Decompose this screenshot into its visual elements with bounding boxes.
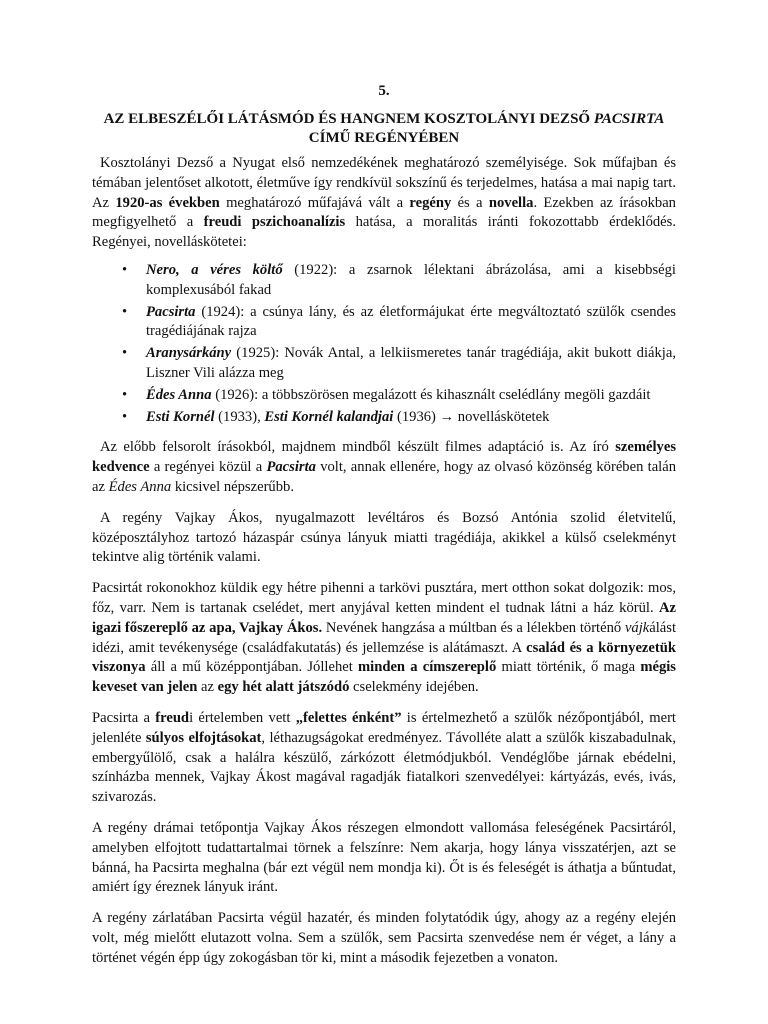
- paragraph-plot: A regény Vajkay Ákos, nyugalmazott levéltáros és Bozsó Antónia szolid életvitelű, középosztályhoz tartozó házaspár csúnya lányuk miatti tragédiája, akikkel a külső cselekményt tekintve alig történik valami.: [92, 509, 676, 566]
- bold-text: minden a címszereplő: [358, 659, 497, 676]
- work-title: Pacsirta: [146, 303, 196, 320]
- text: is értelmezhető a szülők nézőpontjából, mert jelenléte: [92, 709, 676, 746]
- text: (1936) → novelláskötetek: [393, 408, 550, 425]
- text: (1924): a csúnya lány, és az életformájukat érte megváltoztató szülők csendes tragédiájának rajza: [146, 303, 676, 340]
- work-title: Esti Kornél: [146, 408, 215, 425]
- text: (1933),: [214, 408, 265, 425]
- bullet: •: [122, 386, 128, 403]
- list-item: [122, 261, 676, 301]
- bold-text: regény: [409, 194, 452, 211]
- bold-text: egy hét alatt játszódó: [217, 679, 350, 696]
- chapter-title: [92, 110, 676, 148]
- text: (1926): a többszörösen megalázott és kihasznált cselédlány megöli gazdáit: [211, 386, 651, 403]
- text: az: [197, 679, 218, 696]
- bold-text: 1920-as években: [115, 194, 220, 211]
- text: cselekmény idejében.: [349, 679, 479, 696]
- intro-paragraph: [92, 154, 676, 253]
- text: Kosztolányi Dezső a Nyugat első nemzedékének meghatározó személyisége. Sok műfajban és témában jelentőset alkotott, életműve így rendkívül sokszínű és terjedelmes, hatása a mai napig tart. Az: [92, 155, 676, 211]
- paragraph-ending: A regény zárlatában Pacsirta végül hazatér, és minden folytatódik úgy, ahogy az a regény elején volt, még mielőtt elutazott volna. Sem a szülők, sem Pacsirta szenvedése nem ér véget, a lány a történet végén épp úgy zokogásban tör ki, mint a második fejezetben a vonaton.: [92, 910, 676, 966]
- text: és a: [451, 194, 489, 211]
- bullet: •: [122, 261, 128, 278]
- paragraph-adaptations: [92, 438, 676, 497]
- italic-text: Édes Anna: [108, 478, 172, 495]
- text: Pacsirta a: [92, 709, 156, 726]
- text: a regényei közül a: [149, 459, 267, 476]
- bold-text: novella: [488, 194, 534, 211]
- paragraph-freud: [92, 709, 676, 808]
- text: i értelemben vett: [189, 709, 296, 726]
- text: , léthazugságokat eredményez. Távolléte alatt a szülők kiszabadulnak, embergyűlölő, csak a halálra készülő, zárkózott életmódjukból. Vendéglőbe járnak ebédelni, színházba mennek, Vajkay Ákost magával ragadják fiatalkori szenvedélyei: kártyázás, evés, ivás, szivarozás.: [92, 729, 676, 806]
- text: Nevének hangzása a múltban és a lélekben történő: [322, 619, 625, 636]
- bold-text: súlyos elfojtásokat: [145, 729, 262, 746]
- works-list: [92, 261, 676, 427]
- work-title: Esti Kornél kalandjai: [264, 408, 394, 425]
- list-item: [122, 386, 676, 406]
- text: áll a mű középpontjában. Jóllehet: [145, 659, 358, 676]
- italic-text: vájk: [624, 619, 650, 636]
- list-item: [122, 303, 676, 343]
- text: miatt történik, ő maga: [496, 659, 641, 676]
- bold-text: család és a környezetük viszonya: [92, 639, 676, 676]
- text: (1925): Novák Antal, a lelkiismeretes tanár tragédiája, akit bukott diákja, Liszner Vili alázza meg: [146, 345, 676, 381]
- text: hatása, a moralitás iránti fokozottabb érdeklődés. Regényei, novelláskötetei:: [92, 214, 676, 251]
- bold-text: freud: [155, 709, 190, 726]
- text: kicsivel népszerűbb.: [171, 478, 294, 495]
- bold-text: mégis keveset van jelen: [92, 659, 676, 696]
- bullet: •: [122, 345, 128, 362]
- text: . Ezekben az írásokban megfigyelhető a: [92, 194, 676, 231]
- bullet: •: [122, 303, 128, 320]
- text: Pacsirtát rokonokhoz küldik egy hétre pihenni a tarkövi pusztára, mert otthon sokat dolgozik: mos, főz, varr. Nem is tartanak cselédet, mert anyjával ketten mindent el tudnak látni a ház körül.: [92, 580, 676, 616]
- list-item: [122, 344, 676, 384]
- title-text-line2: CÍMŰ REGÉNYÉBEN: [308, 130, 460, 146]
- work-title: Nero, a véres költő: [146, 261, 283, 278]
- bullet: •: [122, 408, 128, 425]
- paragraph-climax: A regény drámai tetőpontja Vajkay Ákos részegen elmondott vallomása feleségének Pacsirtáról, amelyben elfojtott tudattartalmai törnek a felszínre: Nem akarja, hogy lánya visszatérjen, azt se bánná, ha Pacsirta meghalna (bár ezt végül nem mondja ki). Őt is és feleségét is áthatja a bűntudat, amiért így éreznek lányuk iránt.: [92, 819, 676, 896]
- text: meghatározó műfajává vált a: [219, 194, 410, 211]
- list-item: [122, 408, 676, 428]
- bold-text: személyes kedvence: [92, 439, 676, 476]
- paragraph-characters: [92, 579, 676, 698]
- bold-italic-text: Pacsirta: [266, 459, 316, 476]
- title-italic: PACSIRTA: [593, 111, 665, 127]
- text: (1922): a zsarnok lélektani ábrázolása, ami a kisebbségi komplexusából fakad: [146, 261, 676, 298]
- text: álást idézi, amit tevékenysége (családfakutatás) és jellemzése is alátámaszt. A: [92, 619, 676, 656]
- work-title: Aranysárkány: [146, 345, 232, 362]
- text: Az előbb felsorolt írásokból, majdnem mindből készült filmes adaptáció is. Az író: [100, 439, 616, 456]
- title-text: AZ ELBESZÉLŐI LÁTÁSMÓD ÉS HANGNEM KOSZTOLÁNYI DEZSŐ: [103, 111, 594, 127]
- bold-text: freudi pszichoanalízis: [203, 214, 346, 231]
- text: volt, annak ellenére, hogy az olvasó közönség körében talán az: [92, 459, 676, 495]
- work-title: Édes Anna: [146, 386, 212, 403]
- chapter-number: 5.: [378, 83, 390, 99]
- bold-text: Az igazi főszereplő az apa, Vajkay Ákos.: [92, 599, 676, 636]
- bold-text: „felettes énként”: [295, 709, 402, 726]
